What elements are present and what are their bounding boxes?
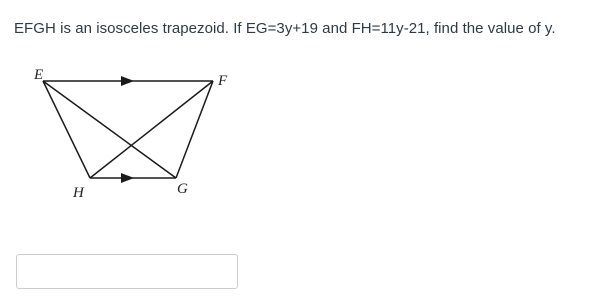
vertex-label-e: E [34, 67, 44, 83]
vertex-label-h: H [73, 185, 84, 201]
answer-input[interactable] [16, 254, 238, 289]
vertex-label-g: G [177, 181, 188, 197]
parallel-arrow-top [121, 76, 134, 86]
question-text: EFGH is an isosceles trapezoid. If EG=3y+19 and FH=11y-21, find the value of y. [14, 20, 556, 37]
parallel-arrow-bottom [121, 173, 134, 183]
vertex-label-f: F [218, 73, 228, 89]
side-eh [43, 81, 90, 178]
